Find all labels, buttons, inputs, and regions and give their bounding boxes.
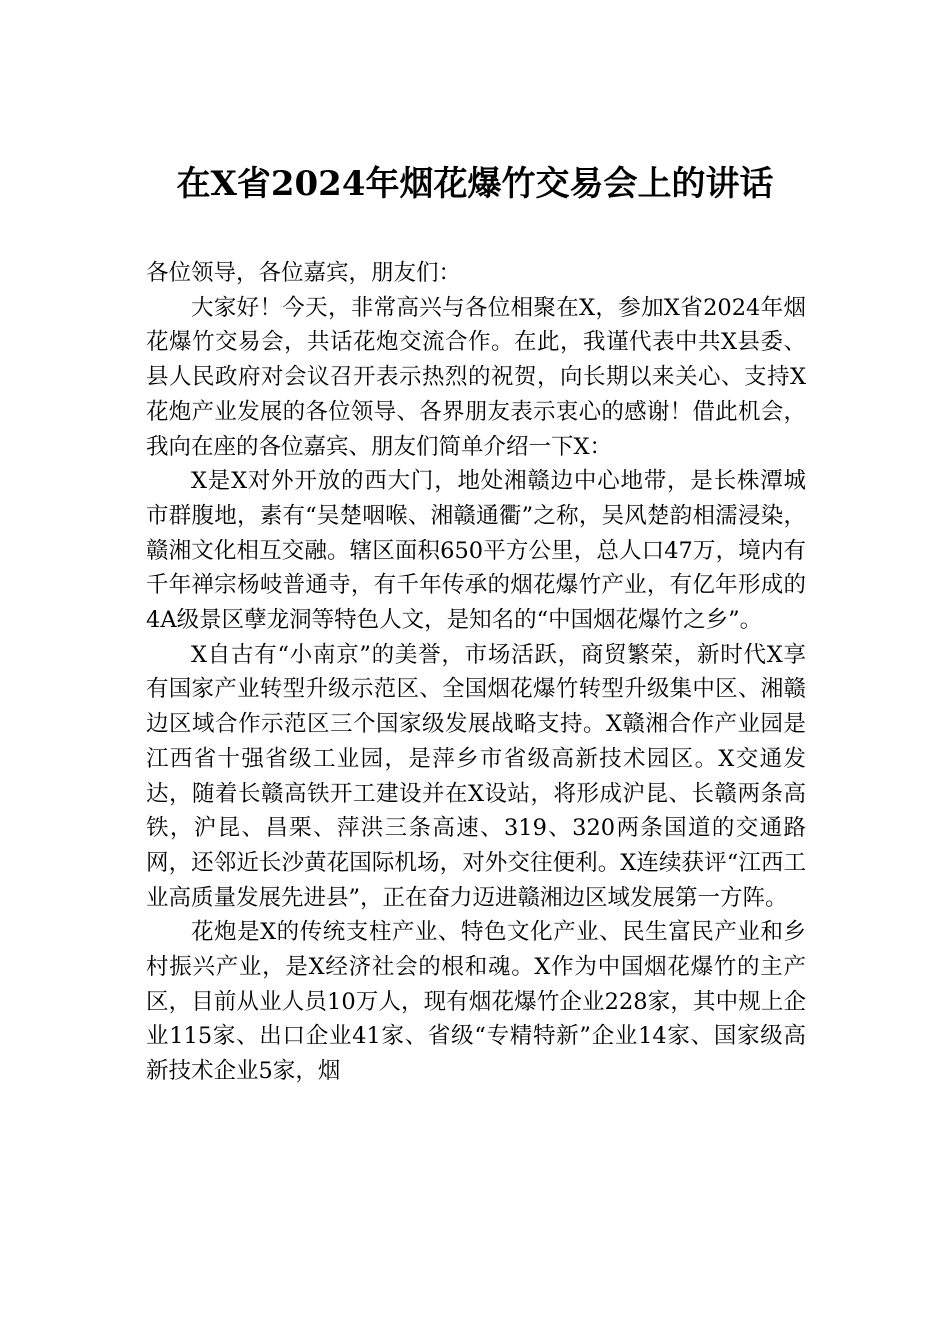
salutation: 各位领导，各位嘉宾，朋友们： bbox=[146, 260, 462, 286]
paragraph-development: X自古有“小南京”的美誉，市场活跃，商贸繁荣，新时代X享有国家产业转型升级示范区、全国烟花爆竹转型升级集中区、湘赣边区域合作示范区三个国家级发展战略支持。X赣湘合作产业园是江西省十强省级工业园，是萍乡市省级高新技术园区。X交通发达，随着长赣高铁开工建设并在X设站，将形成沪昆、长赣两条高铁，沪昆、昌栗、萍洪三条高速、319、320两条国道的交通路网，还邻近长沙黄花国际机场，对外交往便利。X连续获评“江西工业高质量发展先进县”，正在奋力迈进赣湘边区域发展第一方阵。 bbox=[146, 641, 806, 911]
document-body bbox=[146, 256, 806, 1089]
paragraph-fireworks-industry: 花炮是X的传统支柱产业、特色文化产业、民生富民产业和乡村振兴产业，是X经济社会的根和魂。X作为中国烟花爆竹的主产区，目前从业人员10万人，现有烟花爆竹企业228家，其中规上企业115家、出口企业41家、省级“专精特新”企业14家、国家级高新技术企业5家，烟 bbox=[146, 919, 806, 1085]
paragraph-greeting: 大家好！今天，非常高兴与各位相聚在X，参加X省2024年烟花爆竹交易会，共话花炮交流合作。在此，我谨代表中共X县委、县人民政府对会议召开表示热烈的祝贺，向长期以来关心、支持X花炮产业发展的各位领导、各界朋友表示衷心的感谢！借此机会，我向在座的各位嘉宾、朋友们简单介绍一下X： bbox=[146, 294, 806, 460]
paragraph-overview: X是X对外开放的西大门，地处湘赣边中心地带，是长株潭城市群腹地，素有“吴楚咽喉、湘赣通衢”之称，吴风楚韵相濡浸染，赣湘文化相互交融。辖区面积650平方公里，总人口47万，境内有千年禅宗杨岐普通寺，有千年传承的烟花爆竹产业，有亿年形成的4A级景区孽龙洞等特色人文，是知名的“中国烟花爆竹之乡”。 bbox=[146, 468, 806, 634]
document-title: 在X省2024年烟花爆竹交易会上的讲话 bbox=[176, 164, 774, 204]
